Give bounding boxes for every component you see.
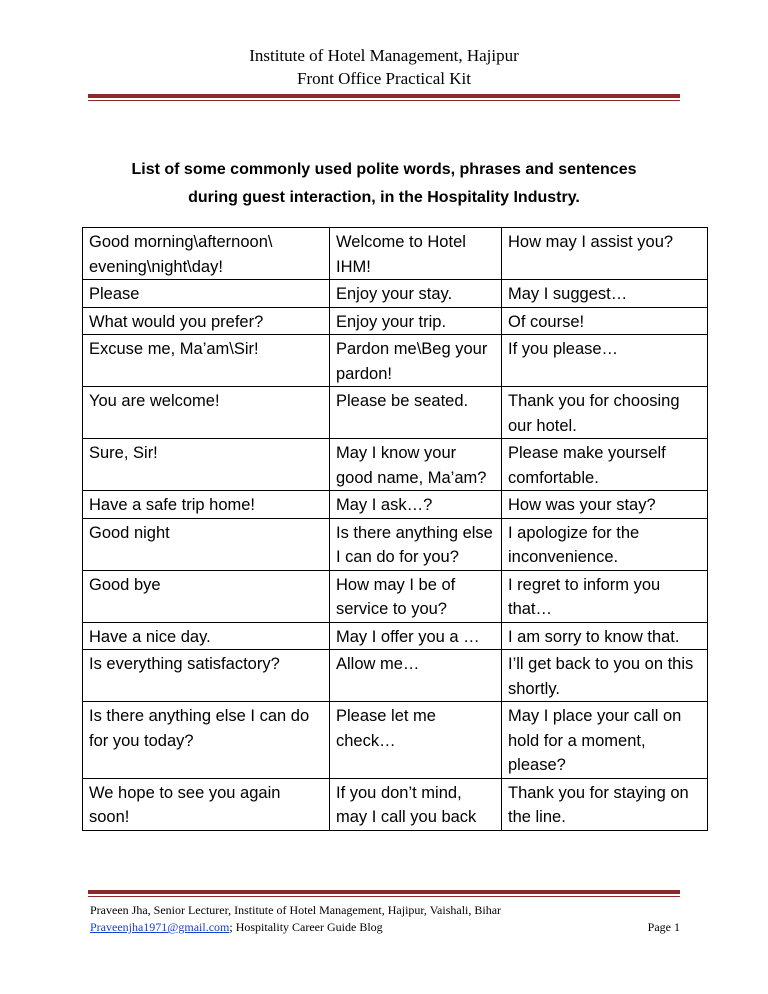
table-cell: You are welcome!	[83, 387, 330, 439]
table-cell: Please	[83, 280, 330, 308]
table-cell: Have a nice day.	[83, 622, 330, 650]
table-cell: Enjoy your trip.	[330, 307, 502, 335]
table-cell: May I ask…?	[330, 491, 502, 519]
phrases-table-body	[83, 228, 708, 831]
table-cell: Good night	[83, 518, 330, 570]
table-row	[83, 622, 708, 650]
table-cell: Excuse me, Ma’am\Sir!	[83, 335, 330, 387]
table-row	[83, 439, 708, 491]
table-row	[83, 335, 708, 387]
table-row	[83, 650, 708, 702]
title-line-1: List of some commonly used polite words, phrases and sentences	[131, 161, 637, 178]
table-row	[83, 570, 708, 622]
table-cell: I regret to inform you that…	[502, 570, 708, 622]
table-cell: Enjoy your stay.	[330, 280, 502, 308]
table-cell: Sure, Sir!	[83, 439, 330, 491]
table-cell: How may I assist you?	[502, 228, 708, 280]
phrases-table	[82, 227, 708, 831]
table-cell: Good morning\afternoon\ evening\night\day!	[83, 228, 330, 280]
table-cell: May I offer you a …	[330, 622, 502, 650]
table-cell: I apologize for the inconvenience.	[502, 518, 708, 570]
table-cell: Have a safe trip home!	[83, 491, 330, 519]
table-cell: I am sorry to know that.	[502, 622, 708, 650]
footer-rule-thin	[88, 896, 680, 897]
title-line-2: during guest interaction, in the Hospitality Industry.	[188, 189, 580, 206]
table-row	[83, 280, 708, 308]
footer-contact	[90, 919, 680, 936]
table-cell: What would you prefer?	[83, 307, 330, 335]
table-cell: How was your stay?	[502, 491, 708, 519]
table-cell: Thank you for staying on the line.	[502, 778, 708, 830]
table-cell: Please be seated.	[330, 387, 502, 439]
table-row	[83, 387, 708, 439]
table-cell: May I know your good name, Ma’am?	[330, 439, 502, 491]
table-row	[83, 778, 708, 830]
table-cell: How may I be of service to you?	[330, 570, 502, 622]
header-rule-thin	[88, 100, 680, 101]
footer-email-link[interactable]: Praveenjha1971@gmail.com	[90, 920, 230, 934]
header-institute: Institute of Hotel Management, Hajipur	[249, 46, 519, 65]
page-number: Page 1	[647, 920, 680, 934]
table-cell: May I place your call on hold for a moment, please?	[502, 702, 708, 779]
table-row	[83, 307, 708, 335]
table-cell: Welcome to Hotel IHM!	[330, 228, 502, 280]
table-cell: Please make yourself comfortable.	[502, 439, 708, 491]
table-cell: Is there anything else I can do for you?	[330, 518, 502, 570]
table-cell: Of course!	[502, 307, 708, 335]
table-row	[83, 491, 708, 519]
header-subtitle: Front Office Practical Kit	[297, 69, 471, 88]
table-row	[83, 702, 708, 779]
table-cell: May I suggest…	[502, 280, 708, 308]
table-cell: Pardon me\Beg your pardon!	[330, 335, 502, 387]
table-cell: Good bye	[83, 570, 330, 622]
page-header	[0, 44, 768, 90]
header-rule	[88, 94, 680, 98]
table-cell: Thank you for choosing our hotel.	[502, 387, 708, 439]
footer-blog: ; Hospitality Career Guide Blog	[229, 920, 383, 934]
footer-author: Praveen Jha, Senior Lecturer, Institute of Hotel Management, Hajipur, Vaishali, Bihar	[90, 903, 502, 917]
table-cell: If you don’t mind, may I call you back	[330, 778, 502, 830]
table-cell: Is there anything else I can do for you today?	[83, 702, 330, 779]
document-title	[88, 156, 680, 212]
table-cell: Is everything satisfactory?	[83, 650, 330, 702]
footer-rule	[88, 890, 680, 894]
table-row	[83, 228, 708, 280]
table-row	[83, 518, 708, 570]
table-cell: We hope to see you again soon!	[83, 778, 330, 830]
page-footer	[90, 902, 680, 936]
table-cell: I’ll get back to you on this shortly.	[502, 650, 708, 702]
table-cell: Please let me check…	[330, 702, 502, 779]
table-cell: Allow me…	[330, 650, 502, 702]
table-cell: If you please…	[502, 335, 708, 387]
